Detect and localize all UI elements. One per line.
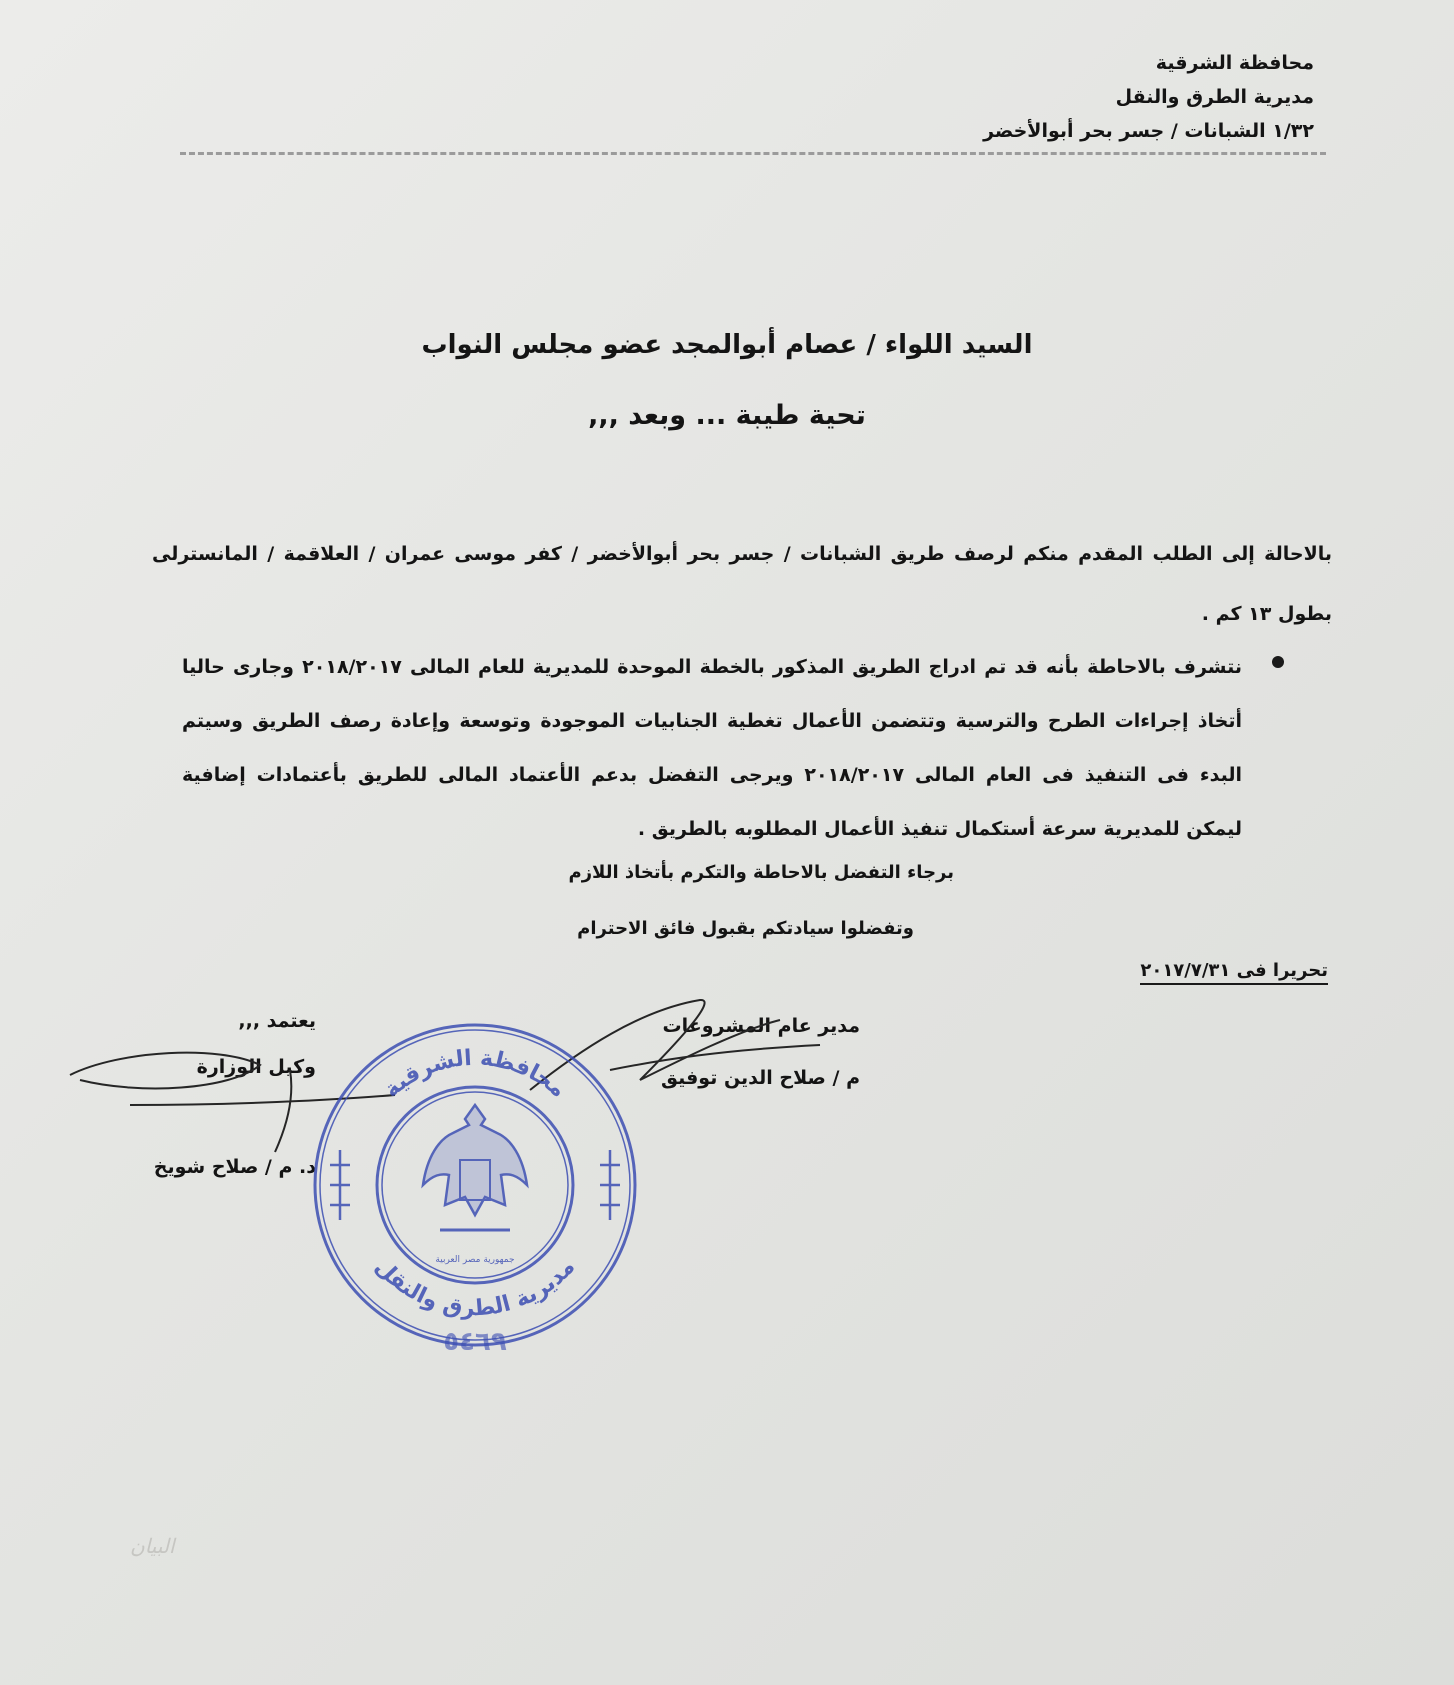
governorate-line: محافظة الشرقية <box>1155 52 1314 74</box>
stamp-number: ٥٤٦٩ <box>443 1327 507 1357</box>
signatory-name: م / صلاح الدين توفيق <box>660 1067 860 1089</box>
addressee: السيد اللواء / عصام أبوالمجد عضو مجلس النواب <box>421 330 1033 360</box>
intro-paragraph: بالاحالة إلى الطلب المقدم منكم لرصف طريق الشبانات / جسر بحر أبوالأخضر / كفر موسى عمران / العلاقمة / المانسترلى بطول ١٣ كم . <box>152 543 1332 625</box>
header-divider <box>180 152 1326 155</box>
bullet-paragraph: نتشرف بالاحاطة بأنه قد تم ادراج الطريق المذكور بالخطة الموحدة للمديرية للعام المالى ٢٠١٨/٢٠١٧ وجارى حاليا أتخاذ إجراءات الطرح والترسية وتتضمن الأعمال تغطية الجنابيات الموجودة وتوسعة وإعادة رصف الطريق وسيتم البدء فى التنفيذ فى العام المالى ٢٠١٨/٢٠١٧ ويرجى التفضل بدعم الأعتماد المالى للطريق بأعتمادات إضافية ليمكن للمديرية سرعة أستكمال تنفيذ الأعمال المطلوبه بالطريق . <box>182 656 1243 840</box>
undersecretary-title: وكيل الوزارة <box>196 1056 316 1078</box>
stamp-inner-text: جمهورية مصر العربية <box>435 1255 515 1265</box>
eagle-emblem-icon <box>423 1105 527 1230</box>
reference-line: ١/٣٢ الشبانات / جسر بحر أبوالأخضر <box>983 120 1314 142</box>
watermark-logo: البيان <box>130 1534 175 1558</box>
official-stamp <box>300 1010 650 1360</box>
request-line: برجاء التفضل بالاحاطة والتكرم بأتخاذ اللازم <box>568 862 954 883</box>
signatory-title: مدير عام المشروعات <box>662 1015 860 1037</box>
greeting: تحية طيبة ... وبعد ,,, <box>588 400 866 431</box>
undersecretary-name: د. م / صلاح شويخ <box>153 1156 316 1178</box>
closing-line: وتفضلوا سيادتكم بقبول فائق الاحترام <box>577 918 914 939</box>
directorate-line: مديرية الطرق والنقل <box>1115 86 1314 108</box>
signature-block-projects <box>661 1000 860 1104</box>
approval-label: يعتمد ,,, <box>238 1010 316 1032</box>
letterhead <box>714 46 1314 148</box>
signature-block-undersecretary <box>116 998 316 1190</box>
date-line: تحريرا فى ٢٠١٧/٧/٣١ <box>1140 960 1328 985</box>
stamp-top-text: محافظة الشرقية <box>379 1045 571 1103</box>
bullet-icon <box>1272 656 1284 668</box>
stamp-bottom-text: مديرية الطرق والنقل <box>369 1254 581 1322</box>
